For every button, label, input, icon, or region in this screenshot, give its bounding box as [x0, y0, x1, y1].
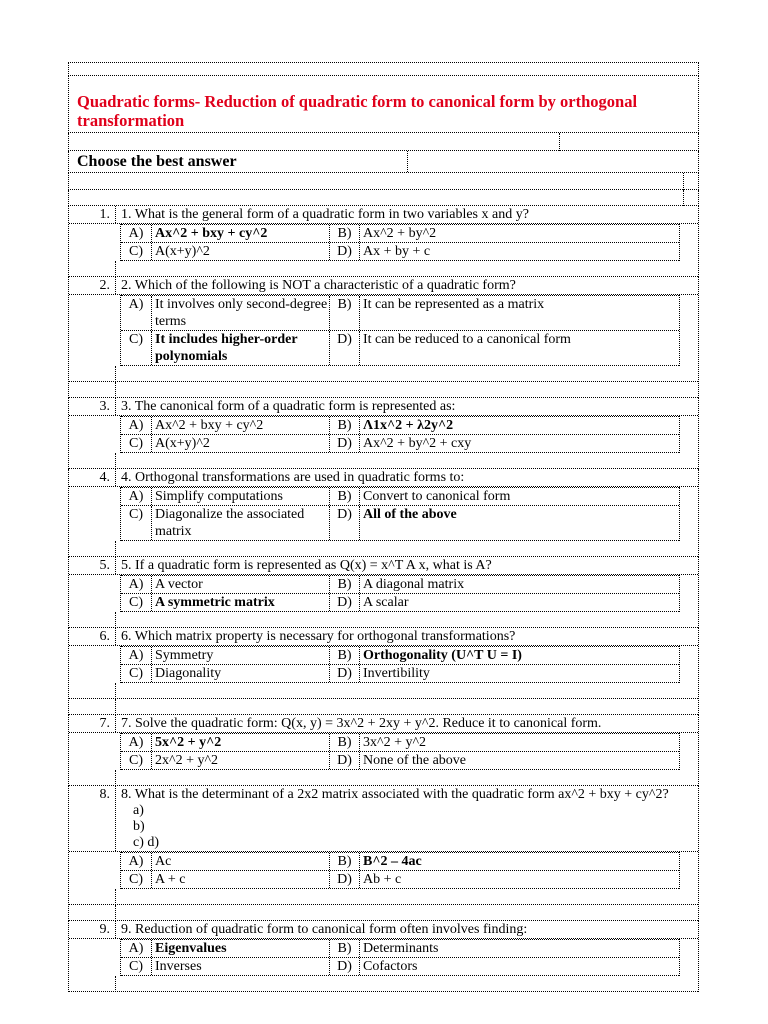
- option-text[interactable]: Ax + by + c: [363, 244, 431, 259]
- question-stem: 9. Reduction of quadratic form to canonical form often involves finding:: [121, 922, 528, 937]
- question-text: [115, 715, 698, 732]
- options-grid: [120, 646, 680, 683]
- option-label: D): [330, 871, 360, 888]
- option-text[interactable]: Eigenvalues: [152, 940, 330, 957]
- column-divider: [115, 541, 116, 557]
- options-grid: [120, 295, 680, 366]
- spacer-row: [69, 541, 698, 557]
- option-text[interactable]: All of the above: [363, 507, 457, 522]
- option-label: A): [121, 734, 152, 751]
- option-text[interactable]: Orthogonality (U^T U = I): [363, 648, 522, 663]
- option-text[interactable]: Ab + c: [363, 872, 402, 887]
- column-divider: [115, 453, 116, 469]
- option-text[interactable]: Convert to canonical form: [363, 489, 511, 504]
- column-divider: [115, 382, 116, 398]
- question-text: [115, 557, 698, 574]
- options-grid: [120, 224, 680, 261]
- option-text[interactable]: Diagonality: [152, 665, 330, 682]
- question-block: [68, 206, 699, 277]
- question-text: [115, 277, 698, 294]
- question-block: [68, 557, 699, 628]
- option-label: C): [121, 752, 152, 769]
- option-label: A): [121, 488, 152, 505]
- option-text[interactable]: Ac: [152, 853, 330, 870]
- option-label: B): [330, 940, 360, 957]
- option-label: C): [121, 958, 152, 975]
- option-text[interactable]: 5x^2 + y^2: [152, 734, 330, 751]
- option-label: A): [121, 647, 152, 664]
- option-text[interactable]: Simplify computations: [152, 488, 330, 505]
- option-label: B): [330, 734, 360, 751]
- document-page: [68, 62, 699, 992]
- option-text[interactable]: Diagonalize the associated matrix: [152, 506, 330, 540]
- options-grid: [120, 733, 680, 770]
- spacer-row: [69, 699, 698, 715]
- option-label: C): [121, 506, 152, 540]
- question-row: [69, 469, 698, 487]
- question-block: [68, 921, 699, 992]
- option-text[interactable]: None of the above: [363, 753, 467, 768]
- option-label: D): [330, 435, 360, 452]
- column-divider: [115, 612, 116, 628]
- question-text: [115, 786, 698, 851]
- option-text[interactable]: It involves only second-degree terms: [152, 296, 330, 330]
- question-number: 1.: [99, 207, 110, 222]
- instruction-text: Choose the best answer: [69, 151, 408, 172]
- option-text[interactable]: 3x^2 + y^2: [363, 735, 427, 750]
- options-grid: [120, 852, 680, 889]
- spacer-row: [69, 889, 698, 905]
- option-label: B): [330, 225, 360, 242]
- question-block: [68, 469, 699, 557]
- option-label: B): [330, 576, 360, 593]
- options-grid: [120, 939, 680, 976]
- question-row: [69, 398, 698, 416]
- column-divider: [115, 366, 116, 382]
- question-number: 7.: [99, 716, 110, 731]
- option-text[interactable]: Ax^2 + by^2 + cxy: [363, 436, 472, 451]
- option-row: [121, 852, 679, 871]
- question-row: [69, 277, 698, 295]
- option-text[interactable]: A diagonal matrix: [363, 577, 465, 592]
- option-row: [121, 575, 679, 594]
- option-text[interactable]: Symmetry: [152, 647, 330, 664]
- option-text[interactable]: Invertibility: [363, 666, 430, 681]
- question-row: [69, 628, 698, 646]
- option-row: [121, 939, 679, 958]
- option-label: C): [121, 435, 152, 452]
- spacer-row: [69, 366, 698, 382]
- option-text[interactable]: Ax^2 + by^2: [363, 226, 437, 241]
- option-label: D): [330, 506, 360, 540]
- column-divider: [115, 976, 116, 992]
- question-number: 6.: [99, 629, 110, 644]
- question-row: [69, 921, 698, 939]
- question-stem: 1. What is the general form of a quadratic form in two variables x and y?: [121, 207, 529, 222]
- option-label: A): [121, 225, 152, 242]
- option-text[interactable]: B^2 – 4ac: [363, 854, 422, 869]
- option-label: C): [121, 665, 152, 682]
- column-divider: [115, 889, 116, 905]
- option-text[interactable]: 2x^2 + y^2: [152, 752, 330, 769]
- option-label: C): [121, 594, 152, 611]
- question-list: [68, 206, 699, 992]
- spacer-row: [69, 770, 698, 786]
- sub-choice-letter: b): [133, 819, 145, 834]
- options-grid: [120, 416, 680, 453]
- option-text[interactable]: It can be reduced to a canonical form: [363, 332, 571, 347]
- option-label: D): [330, 243, 360, 260]
- option-text[interactable]: Inverses: [152, 958, 330, 975]
- question-row: [69, 206, 698, 224]
- option-text[interactable]: Cofactors: [363, 959, 418, 974]
- question-row: [69, 557, 698, 575]
- option-text[interactable]: A(x+y)^2: [152, 243, 330, 260]
- option-label: C): [121, 331, 152, 365]
- option-row: [121, 435, 679, 453]
- column-divider: [115, 699, 116, 715]
- option-row: [121, 487, 679, 506]
- spacer-row: [68, 133, 699, 151]
- question-text: [115, 206, 698, 223]
- spacer-row: [69, 453, 698, 469]
- option-label: A): [121, 296, 152, 330]
- option-label: B): [330, 853, 360, 870]
- option-row: [121, 752, 679, 770]
- question-text: [115, 469, 698, 486]
- document-title: Quadratic forms- Reduction of quadratic form to canonical form by orthogonal transformation: [68, 76, 699, 133]
- option-text[interactable]: Ax^2 + bxy + cy^2: [152, 225, 330, 242]
- option-text[interactable]: A scalar: [363, 595, 409, 610]
- options-grid: [120, 575, 680, 612]
- option-text[interactable]: It can be represented as a matrix: [363, 297, 545, 312]
- sub-choice-letter: c) d): [133, 835, 160, 850]
- option-label: B): [330, 417, 360, 434]
- option-label: D): [330, 958, 360, 975]
- question-block: [68, 628, 699, 715]
- question-block: [68, 715, 699, 786]
- option-label: A): [121, 417, 152, 434]
- instruction-row: [68, 151, 699, 173]
- question-block: [68, 786, 699, 921]
- option-text[interactable]: It includes higher-order polynomials: [152, 331, 330, 365]
- column-divider: [115, 261, 116, 277]
- question-block: [68, 398, 699, 469]
- spacer-row: [69, 976, 698, 992]
- question-block: [68, 277, 699, 398]
- question-number: 9.: [99, 922, 110, 937]
- question-row: [69, 786, 698, 852]
- question-number: 4.: [99, 470, 110, 485]
- column-divider: [115, 683, 116, 699]
- option-text[interactable]: Determinants: [363, 941, 439, 956]
- spacer-row: [69, 261, 698, 277]
- option-label: D): [330, 594, 360, 611]
- question-stem: 4. Orthogonal transformations are used in quadratic forms to:: [121, 470, 465, 485]
- spacer-row: [68, 190, 699, 206]
- option-label: B): [330, 647, 360, 664]
- option-row: [121, 331, 679, 366]
- option-row: [121, 416, 679, 435]
- option-label: A): [121, 576, 152, 593]
- question-stem: 5. If a quadratic form is represented as Q(x) = x^T A x, what is A?: [121, 558, 492, 573]
- option-row: [121, 646, 679, 665]
- question-text: [115, 921, 698, 938]
- spacer-row: [69, 612, 698, 628]
- option-text[interactable]: A + c: [152, 871, 330, 888]
- question-text: [115, 398, 698, 415]
- sub-choice-letter: a): [133, 803, 144, 818]
- option-label: B): [330, 488, 360, 505]
- column-divider: [115, 905, 116, 921]
- option-text[interactable]: A symmetric matrix: [152, 594, 330, 611]
- question-number: 8.: [99, 787, 110, 802]
- option-label: D): [330, 665, 360, 682]
- option-text[interactable]: A vector: [152, 576, 330, 593]
- spacer-row: [69, 683, 698, 699]
- option-row: [121, 665, 679, 683]
- option-row: [121, 506, 679, 541]
- option-label: A): [121, 940, 152, 957]
- question-stem: 2. Which of the following is NOT a characteristic of a quadratic form?: [121, 278, 516, 293]
- option-text[interactable]: Ax^2 + bxy + cy^2: [152, 417, 330, 434]
- question-stem: 6. Which matrix property is necessary for orthogonal transformations?: [121, 629, 516, 644]
- question-number: 3.: [99, 399, 110, 414]
- option-text[interactable]: A(x+y)^2: [152, 435, 330, 452]
- option-label: B): [330, 296, 360, 330]
- spacer-row: [68, 173, 699, 190]
- top-spacer-row: [68, 62, 699, 76]
- option-row: [121, 871, 679, 889]
- spacer-row: [69, 905, 698, 921]
- option-label: C): [121, 243, 152, 260]
- option-text[interactable]: Λ1x^2 + λ2y^2: [363, 418, 454, 433]
- question-row: [69, 715, 698, 733]
- option-row: [121, 958, 679, 976]
- question-stem: 8. What is the determinant of a 2x2 matrix associated with the quadratic form ax^2 + bxy + cy^2?: [121, 787, 669, 802]
- option-label: C): [121, 871, 152, 888]
- option-label: D): [330, 331, 360, 365]
- spacer-row: [69, 382, 698, 398]
- option-row: [121, 224, 679, 243]
- question-number: 2.: [99, 278, 110, 293]
- option-row: [121, 295, 679, 331]
- question-number: 5.: [99, 558, 110, 573]
- option-row: [121, 733, 679, 752]
- options-grid: [120, 487, 680, 541]
- question-stem: 7. Solve the quadratic form: Q(x, y) = 3x^2 + 2xy + y^2. Reduce it to canonical form.: [121, 716, 602, 731]
- column-divider: [115, 770, 116, 786]
- question-text: [115, 628, 698, 645]
- option-label: A): [121, 853, 152, 870]
- option-row: [121, 594, 679, 612]
- option-label: D): [330, 752, 360, 769]
- question-stem: 3. The canonical form of a quadratic form is represented as:: [121, 399, 456, 414]
- option-row: [121, 243, 679, 261]
